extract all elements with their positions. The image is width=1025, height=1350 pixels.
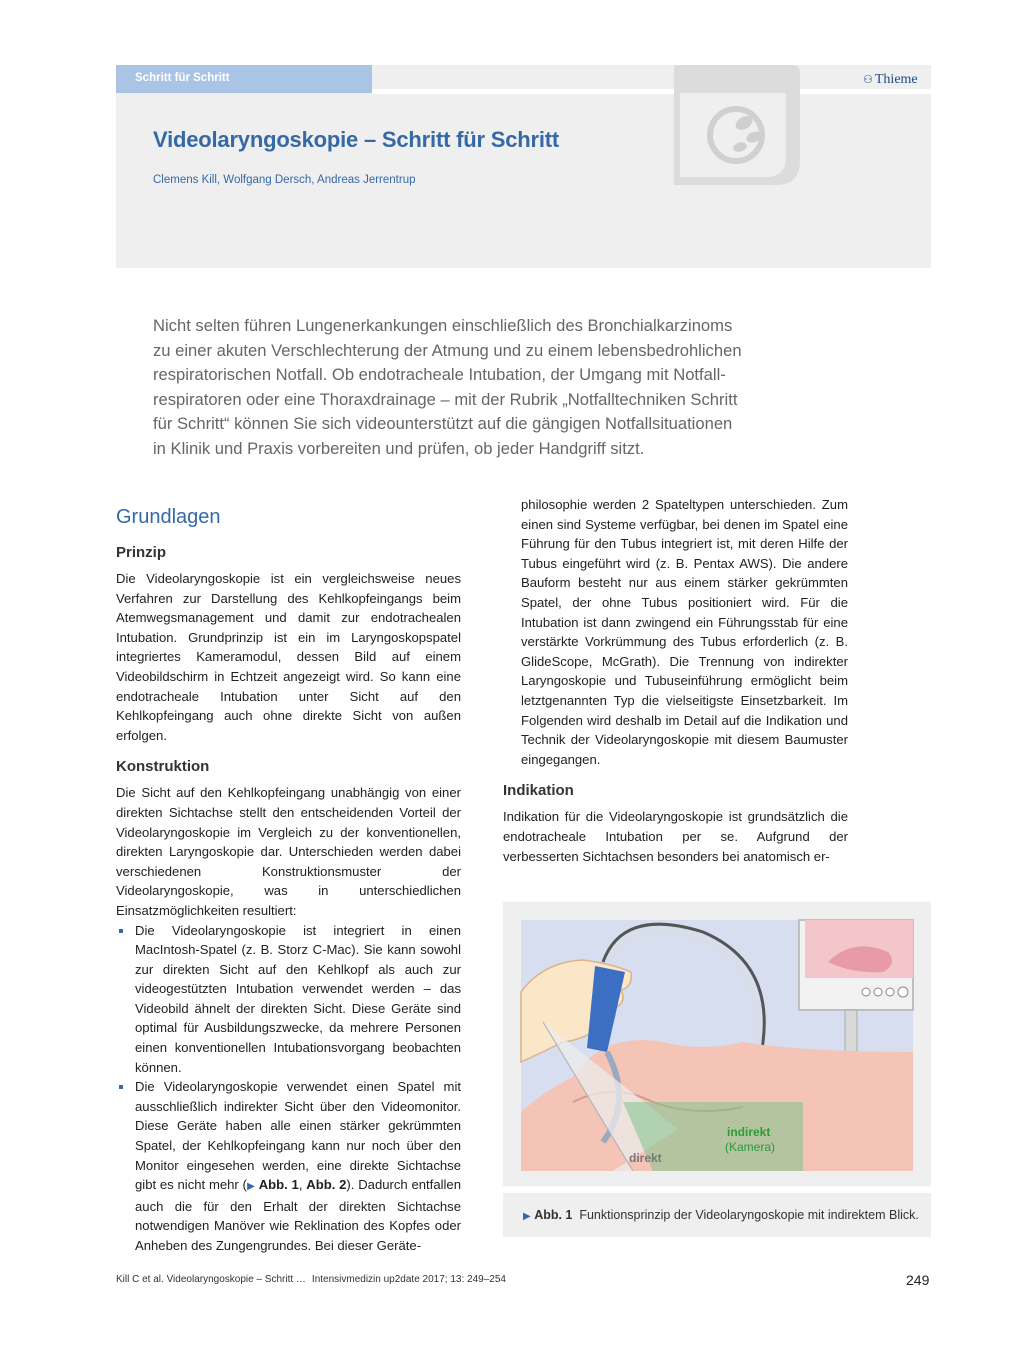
section-tag: Schritt für Schritt (116, 65, 372, 93)
paragraph-prinzip: Die Videolaryngoskopie ist ein vergleichsweise neues Verfahren zur Darstellung des Kehlkopfeingangs beim Atemwegsmanagement und damit zur endotrachealen Intubation. Grundprinzip ist ein im Laryngoskopspatel integriertes Kameramodul, dessen Bild auf einem Videobildschirm in Echtzeit angezeigt wird. So kann eine endotracheale Intubation unter Sicht auf den Kehlkopfeingang auch ohne direkte Sicht von außen erfolgen. (116, 571, 461, 743)
list-item (116, 1077, 461, 1255)
abstract (153, 314, 803, 462)
caption-text: Funktionsprinzip der Videolaryngoskopie mit indirektem Blick. (579, 1208, 919, 1222)
caption-label: Abb. 1 (534, 1208, 573, 1222)
arrow-right-icon: ▶ (523, 1211, 531, 1222)
abstract-line: in Klinik und Praxis vorbereiten und prüfen, ob jeder Handgriff sitzt. (153, 438, 645, 458)
abstract-line: respiratorischen Notfall. Ob endotracheale Intubation, der Umgang mit Notfall- (153, 365, 726, 385)
bullet-text: Die Videolaryngoskopie verwendet einen Spatel mit ausschließlich indirekter Sicht über den Videomonitor. Diese Geräte haben alle einen stärker gekrümmten Spatel, der Kehlkopfeingang kann nur noch über den Monitor eingesehen werden, eine direkte Sichtachse gibt es nicht mehr ( (135, 1079, 461, 1193)
citation-text: Kill C et al. Videolaryngoskopie – Schritt … (116, 1274, 306, 1285)
subheading-indikation: Indikation (503, 782, 574, 800)
arrow-right-icon: ▶ (246, 1181, 255, 1193)
abstract-line: respiratoren oder eine Thoraxdrainage – mit der Rubrik „Notfalltechniken Schritt (153, 389, 738, 409)
lung-logo-icon (674, 65, 800, 185)
header-panel (116, 65, 931, 268)
label-indirekt: indirekt (727, 1125, 771, 1139)
author-list: Clemens Kill, Wolfgang Dersch, Andreas Jerrentrup (153, 174, 416, 186)
thieme-seal-icon: ⚇ (863, 74, 873, 86)
label-direkt: direkt (629, 1151, 662, 1165)
journal-text: Intensivmedizin up2date 2017; 13: 249–254 (311, 1274, 506, 1285)
left-column (116, 505, 461, 1256)
bullet-text: ). Dadurch entfallen auch die für den Erhalt der direkten Sichtachse notwendigen Manöver wie Reklination des Kopfes oder Anheben des Zungengrundes. Bei dieser Geräte- (135, 1177, 461, 1253)
header-divider (372, 89, 931, 94)
abstract-line: Nicht selten führen Lungenerkankungen einschließlich des Bronchialkarzinoms (153, 316, 733, 335)
subheading-konstruktion: Konstruktion (116, 758, 210, 776)
laryngoscopy-illustration (503, 902, 931, 1186)
paragraph-konstruktion: Die Sicht auf den Kehlkopfeingang unabhängig von einer direkten Sichtachse stellt den entscheidenden Vorteil der Videolaryngoskopie im Vergleich zu der konventionellen, direkten Laryngoskopie dar. Unterschieden werden dabei verschiedenen Konstruktionsmuster der Videolaryngoskopie, was in unterschiedlichen Einsatzmöglichkeiten resultiert: (116, 785, 461, 918)
publisher-name: Thieme (874, 72, 918, 87)
footer-citation (116, 1274, 512, 1285)
figure-panel (503, 902, 931, 1186)
subheading-prinzip: Prinzip (116, 544, 167, 561)
reference-separator: , (298, 1177, 307, 1193)
figure-reference-link[interactable]: Abb. 1 (258, 1177, 299, 1193)
figure-reference-link[interactable]: Abb. 2 (306, 1177, 347, 1193)
list-item: Die Videolaryngoskopie ist integriert in einen MacIntosh-Spatel (z. B. Storz C-Mac). Sie kann sowohl zur direkten Sicht auf den Kehlkopf als auch zur videogestützten Intubation verwendet werden – das Videobild ähnelt der direkten Sicht. Diese Geräte sind optimal für Ausbildungszwecke, da mehrere Personen einen konventionellen Intubationsvorgang beobachten können. (116, 921, 461, 1078)
article-title: Videolaryngoskopie – Schritt für Schritt (153, 127, 560, 152)
rubric-logo (674, 65, 800, 185)
abstract-line: zu einer akuten Verschlechterung der Atmung und zu einem lebensbedrohlichen (153, 340, 742, 360)
paragraph-continued: philosophie werden 2 Spateltypen unterschieden. Zum einen sind Systeme verfügbar, bei denen im Spatel eine Führung für den Tubus integriert ist, mit deren Hilfe der Tubus eingeführt wird (z. B. Pentax AWS). Die andere Bauform besteht nur aus einem stärker gekrümmten Spatel, der ohne Tubus positioniert wird. Für die Intubation ist dann zwingend ein Führungsstab für eine verstärkte Vorkrümmung des Tubus erforderlich (z. B. GlideScope, McGrath). Die Trennung von indirekter Laryngoskopie und Tubuseinführung ermöglicht beim letztgenannten Typ die vielseitigste Einsetzbarkeit. Im Folgenden wird deshalb im Detail auf die Indikation und Technik der Videolaryngoskopie mit diesem Baumuster eingegangen. (521, 497, 848, 767)
page-number: 249 (906, 1272, 930, 1288)
publisher-logo (863, 72, 918, 88)
paragraph-indikation: Indikation für die Videolaryngoskopie ist grundsätzlich die endotracheale Intubation per se. Aufgrund der verbesserten Sichtachsen besonders bei anatomisch er- (503, 809, 848, 864)
figure-caption (503, 1193, 931, 1237)
bullet-list (116, 921, 461, 1256)
right-column (503, 495, 848, 866)
section-heading: Grundlagen (116, 506, 221, 528)
label-kamera: (Kamera) (725, 1140, 776, 1154)
abstract-line: für Schritt“ können Sie sich videounterstützt auf die gängigen Notfallsituationen (153, 414, 733, 434)
